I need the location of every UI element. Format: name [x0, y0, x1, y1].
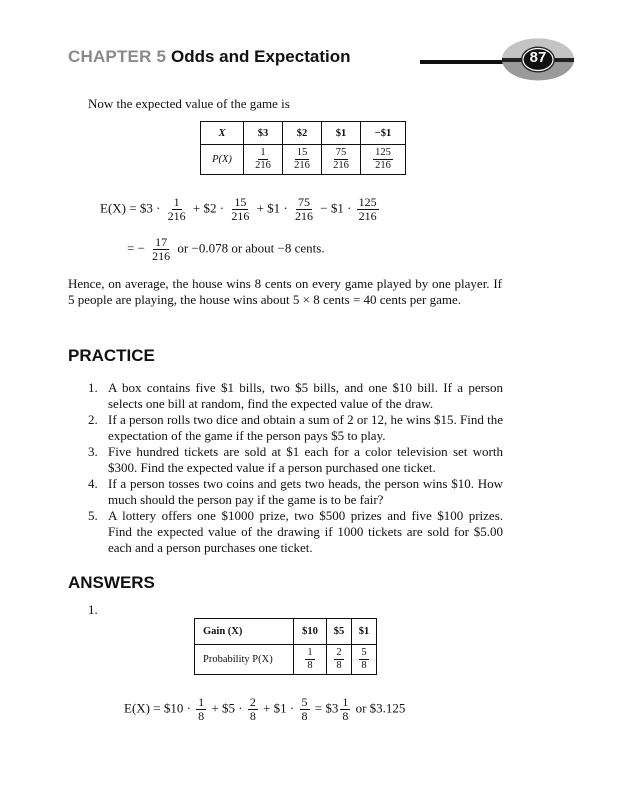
answer-number: 1.: [88, 602, 98, 617]
item-text: Five hundred tickets are sold at $1 each for a color television set worth $300. Find the expected value if a person purchased one ticket.: [108, 444, 503, 475]
fraction-numerator: 15: [296, 147, 308, 159]
fraction-denominator: 8: [307, 660, 313, 671]
fraction-denominator: 216: [294, 160, 310, 171]
fraction-numerator: 1: [173, 195, 180, 209]
fraction-denominator: 216: [231, 209, 250, 224]
fraction-denominator: 8: [361, 660, 367, 671]
fraction-numerator: 1: [307, 647, 313, 659]
table-header-px: P(X): [201, 145, 244, 175]
fraction-numerator: 1: [198, 695, 205, 709]
fraction-denominator: 216: [358, 209, 377, 224]
table-cell: [352, 645, 377, 675]
expectation-equation: [100, 196, 381, 223]
equation-lhs: E(X) = $3 ·: [100, 200, 161, 216]
table-cell: [322, 145, 361, 175]
table-cell: $1: [352, 619, 377, 645]
item-text: If a person rolls two dice and obtain a sum of 2 or 12, he wins $15. Find the expectation of the game if the person pays $5 to play.: [108, 412, 503, 443]
practice-list: [88, 380, 503, 556]
fraction-numerator: 1: [260, 147, 266, 159]
fraction-denominator: 8: [301, 709, 308, 724]
table-cell: [361, 145, 406, 175]
table-row: [195, 645, 377, 675]
table-cell: [244, 145, 283, 175]
fraction-denominator: 216: [152, 249, 171, 264]
fraction-denominator: 216: [375, 160, 391, 171]
answers-heading: ANSWERS: [68, 573, 155, 592]
equation-term: = $3: [314, 700, 339, 716]
item-number: 4.: [88, 476, 98, 491]
table-row: [201, 145, 406, 175]
fraction-numerator: 75: [335, 147, 347, 159]
chapter-label: CHAPTER 5: [68, 47, 167, 66]
probability-table: [200, 121, 406, 175]
item-number: 3.: [88, 444, 98, 459]
table-cell: [283, 145, 322, 175]
fraction-numerator: 75: [298, 195, 310, 209]
answer-table: [194, 618, 377, 675]
fraction-denominator: 8: [198, 709, 205, 724]
fraction-numerator: 1: [342, 695, 349, 709]
equation-term: + $5 ·: [211, 700, 243, 716]
table-cell: $5: [327, 619, 352, 645]
item-number: 1.: [88, 380, 98, 395]
fraction-denominator: 216: [295, 209, 313, 224]
list-item: [88, 508, 503, 556]
table-header-x: X: [201, 122, 244, 145]
equation-term: − $1 ·: [320, 200, 352, 216]
equation-term: + $2 ·: [192, 200, 225, 216]
table-row: [201, 122, 406, 145]
fraction-numerator: 125: [375, 147, 391, 159]
equation-term: = −: [127, 240, 145, 256]
expectation-result: [127, 236, 325, 263]
list-item: [88, 444, 503, 476]
equation-term: + $1 ·: [263, 700, 295, 716]
page-number-badge: [500, 37, 576, 82]
fraction-denominator: 216: [255, 160, 271, 171]
chapter-title: Odds and Expectation: [171, 47, 351, 66]
table-cell: $10: [294, 619, 327, 645]
list-item: [88, 412, 503, 444]
fraction-denominator: 8: [336, 660, 342, 671]
fraction-numerator: 5: [361, 647, 367, 659]
answer-equation: [124, 696, 405, 723]
table-header-px: Probability P(X): [195, 645, 294, 675]
fraction-numerator: 15: [234, 195, 247, 209]
equation-lhs: E(X) = $10 ·: [124, 700, 191, 716]
fraction-numerator: 5: [301, 695, 308, 709]
fraction-denominator: 216: [167, 209, 186, 224]
fraction-denominator: 216: [333, 160, 349, 171]
equation-term: + $1 ·: [256, 200, 288, 216]
equation-term: or $3.125: [355, 700, 406, 716]
table-cell: −$1: [361, 122, 406, 145]
list-item: [88, 476, 503, 508]
table-cell: $2: [283, 122, 322, 145]
item-text: A box contains five $1 bills, two $5 bills, and one $10 bill. If a person selects one bill at random, find the expected value of the draw.: [108, 380, 503, 411]
table-row: [195, 619, 377, 645]
item-number: 2.: [88, 412, 98, 427]
item-text: If a person tosses two coins and gets two heads, the person wins $10. How much should the person pay if the game is to be fair?: [108, 476, 503, 507]
practice-heading: PRACTICE: [68, 346, 155, 365]
intro-text: Now the expected value of the game is: [88, 96, 290, 111]
fraction-denominator: 8: [249, 709, 256, 724]
table-cell: [294, 645, 327, 675]
item-text: A lottery offers one $1000 prize, two $500 prizes and five $100 prizes. Find the expected value of the drawing if 1000 tickets are sold for $5.00 each and a person purchases one ticket.: [108, 508, 503, 555]
list-item: [88, 380, 503, 412]
table-cell: $3: [244, 122, 283, 145]
table-header-x: Gain (X): [195, 619, 294, 645]
header-rule: [420, 60, 512, 64]
fraction-numerator: 2: [336, 647, 342, 659]
table-cell: [327, 645, 352, 675]
fraction-numerator: 17: [155, 235, 168, 249]
item-number: 5.: [88, 508, 98, 523]
table-cell: $1: [322, 122, 361, 145]
fraction-numerator: 2: [249, 695, 256, 709]
conclusion-paragraph: Hence, on average, the house wins 8 cents on every game played by one player. If 5 people are playing, the house wins about 5 × 8 cents = 40 cents per game.: [68, 276, 502, 307]
fraction-numerator: 125: [358, 195, 377, 209]
equation-term: or −0.078 or about −8 cents.: [177, 240, 325, 256]
fraction-denominator: 8: [342, 709, 349, 724]
page-number: 87: [529, 49, 547, 66]
